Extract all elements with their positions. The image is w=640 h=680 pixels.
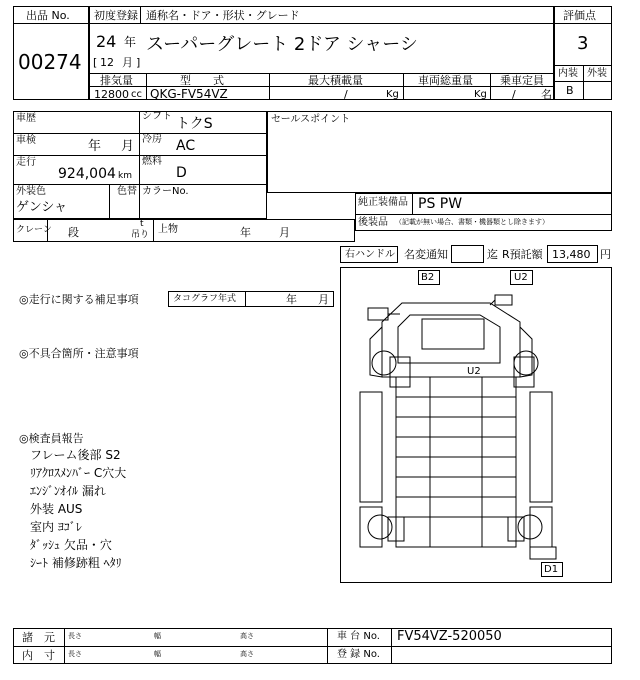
aftermarket-note: （記載が無い場合、書類・機器類とし除きます） [395,218,549,226]
fuel-value: D [176,165,187,181]
bracket-open: [ [93,56,98,69]
damage-mark-u2-top-label: U2 [514,272,528,283]
shift-label: シフト [142,111,172,122]
upper-year-unit: 年 [240,226,251,239]
inspector-line: ﾀﾞｯｼｭ 欠品・穴 [30,538,112,552]
registration-number-label: 登 録 No. [337,649,380,660]
inspector-report-label: ◎検査員報告 [19,432,84,445]
tachograph-month-unit: 月 [318,293,329,306]
aftermarket-label: 後装品 [358,217,388,228]
month-unit: 月 [122,56,133,69]
interior-score: B [566,84,574,97]
lot-number: 00274 [18,50,82,74]
crane-stage-unit: 段 [68,226,79,239]
inspection-year-unit: 年 [88,139,102,154]
recycle-fee-value: 13,480 [552,248,591,261]
displacement-value: 12800 [94,88,129,101]
crane-label: クレーン [16,225,52,235]
aircon-value: AC [176,138,196,154]
due-label: 迄 [487,248,498,261]
inspector-line: ﾘｱｸﾛｽﾒﾝﾊﾞｰ C穴大 [30,466,127,480]
mileage-value: 924,004 [58,166,116,182]
interior-label: 内装 [558,68,578,79]
driving-notes-label: ◎走行に関する補足事項 [19,293,139,306]
height-label-inner: 高さ [240,650,254,658]
evaluation-score: 3 [577,33,589,54]
inspector-line: ｼｰﾄ 補修跡粗 ﾍﾀﾘ [30,556,122,570]
inspector-line: フレーム後部 S2 [30,448,121,462]
color-code-label: 色替 [117,186,137,197]
lot-number-label: 出品 No. [26,9,70,22]
tachograph-year-unit: 年 [286,293,297,306]
inner-size-label: 内 寸 [22,649,55,662]
length-label-spec: 長さ [68,632,82,640]
chassis-number: FV54VZ-520050 [397,629,502,644]
upper-month-unit: 月 [279,226,290,239]
displacement-label: 排気量 [100,74,133,87]
mileage-label: 走行 [16,157,36,168]
genuine-equipment-label: 純正装備品 [358,197,408,208]
grade-label: 通称名・ドア・形状・グレード [146,9,300,22]
model-name: スーパーグレート 2ドア シャーシ [146,34,418,55]
inspector-line: 外装 AUS [30,502,83,516]
crane-ton-unit: t [140,219,144,229]
exterior-color-value: ゲンシャ [16,200,68,215]
model-type: QKG-FV54VZ [150,87,228,101]
crane-box [13,219,355,242]
first-registration-month: 12 [100,56,114,69]
spec-label: 諸 元 [22,631,55,644]
recycle-fee-label: R預託額 [502,248,543,261]
inspection-month-unit: 月 [121,139,135,154]
damage-mark-b2-label: B2 [421,272,435,283]
damage-mark-u2-cab: U2 [467,366,481,377]
year-unit: 年 [124,35,137,49]
max-load-separator: / [344,88,348,101]
name-change-label: 名変通知 [404,248,448,261]
inspection-label: 車検 [16,135,36,146]
gross-weight-label: 車両総重量 [418,74,473,87]
inspector-line: ｴﾝｼﾞﾝｵｲﾙ 漏れ [30,484,106,498]
width-label-inner: 幅 [154,650,161,658]
sales-point-label: セールスポイント [271,114,351,125]
exterior-label: 外装 [587,68,607,79]
name-change-box [451,245,484,263]
displacement-unit: cc [131,89,142,100]
max-load-label: 最大積載量 [308,74,363,87]
fuel-label: 燃料 [142,156,162,167]
color-no-label: カラーNo. [142,186,189,197]
tachograph-label: タコグラフ年式 [173,294,237,304]
max-load-unit: Kg [386,89,399,100]
capacity-separator: / [512,88,516,101]
chassis-number-label: 車 台 No. [337,631,380,642]
crane-lift-unit: 吊り [131,230,150,240]
history-label: 車歴 [16,113,36,124]
capacity-label: 乗車定員 [500,74,544,87]
width-label-spec: 幅 [154,632,161,640]
steering-value: 右ハンドル [345,249,395,260]
capacity-unit: 名 [541,88,552,101]
first-registration-label: 初度登録 [94,9,138,22]
evaluation-label: 評価点 [563,9,596,22]
height-label-spec: 高さ [240,632,254,640]
length-label-inner: 長さ [68,650,82,658]
recycle-fee-unit: 円 [600,248,611,261]
mileage-unit: km [118,171,132,181]
inspector-line: 室内 ﾖｺﾞﾚ [30,520,82,534]
model-type-label: 型 式 [180,74,224,87]
defects-label: ◎不具合箇所・注意事項 [19,347,139,360]
upper-body-label: 上物 [158,224,178,235]
damage-mark-d1-label: D1 [544,564,559,575]
gross-weight-unit: Kg [474,89,487,100]
shift-value: トクS [176,116,213,132]
genuine-equipment-value: PS PW [418,196,463,212]
first-registration-year: 24 [96,32,117,51]
aircon-label: 冷房 [142,134,162,145]
truck-diagram [340,267,612,583]
bracket-close: ] [136,56,141,69]
exterior-color-label: 外装色 [16,186,46,197]
